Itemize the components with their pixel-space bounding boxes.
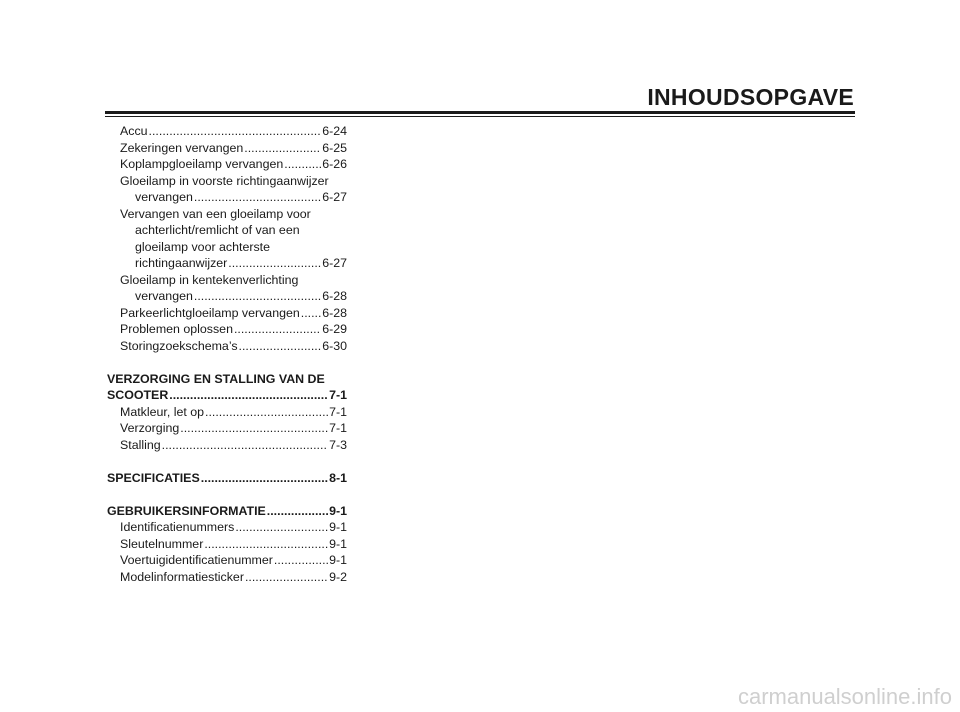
toc-leader [274, 552, 328, 569]
toc-page-number: 7-1 [329, 404, 347, 419]
toc-entry-matkleur[interactable] [107, 404, 347, 421]
toc-leader [235, 519, 328, 536]
toc-label: Stalling [120, 437, 161, 452]
toc-entry-kenteken[interactable] [107, 288, 347, 305]
toc-entry-identificatie[interactable] [107, 519, 347, 536]
toc-spacer [107, 486, 347, 503]
toc-leader [204, 536, 328, 553]
toc-leader [201, 470, 328, 487]
toc-entry-storing[interactable] [107, 338, 347, 355]
toc-entry-accu[interactable] [107, 123, 347, 140]
watermark: carmanualsonline.info [737, 684, 952, 709]
toc-entry-richting[interactable] [107, 189, 347, 206]
toc-label: Sleutelnummer [120, 536, 204, 551]
toc-label: vervangen [135, 289, 193, 303]
toc-page-number: 9-1 [329, 536, 347, 551]
toc-label: vervangen [135, 190, 193, 204]
toc-entry-richting-line[interactable]: Gloeilamp in voorste richtingaanwijzer [120, 173, 329, 188]
toc-leader [239, 338, 322, 355]
toc-label: richtingaanwijzer [135, 256, 228, 270]
toc-section-specificaties[interactable] [107, 470, 347, 487]
header-rule [105, 111, 855, 114]
toc-leader [244, 140, 321, 157]
toc-leader [301, 305, 321, 322]
toc-leader [194, 189, 321, 206]
toc-page-number: 7-3 [329, 437, 347, 452]
toc-label: Problemen oplossen [120, 322, 233, 336]
toc-label: Voertuigidentificatienummer [120, 553, 273, 567]
toc-leader [194, 288, 321, 305]
toc-entry-achter-line3[interactable]: gloeilamp voor achterste [135, 239, 270, 254]
toc-label: Identificatienummers [120, 520, 235, 534]
toc-spacer [107, 453, 347, 470]
toc-entry-model[interactable] [107, 569, 347, 586]
toc-page-number: 9-1 [329, 503, 347, 518]
toc-leader [228, 255, 321, 272]
toc-leader [234, 321, 321, 338]
toc-page-number: 6-28 [322, 289, 347, 303]
toc-page-number: 6-30 [322, 338, 347, 353]
toc-entry-achter[interactable] [107, 255, 347, 272]
toc-page-number: 9-1 [329, 553, 347, 567]
toc-label: Modelinformatiesticker [120, 569, 244, 584]
toc-leader [205, 404, 328, 421]
toc-entry-problemen[interactable] [107, 321, 347, 338]
toc-section-gebruikers[interactable] [107, 503, 347, 520]
toc-entry-zekeringen[interactable] [107, 140, 347, 157]
toc-label: Storingzoekschema’s [120, 338, 238, 353]
toc-label: Parkeerlichtgloeilamp vervangen [120, 305, 300, 320]
toc-label: GEBRUIKERSINFORMATIE [107, 503, 266, 518]
toc-section-verzorging-line[interactable]: VERZORGING EN STALLING VAN DE [107, 371, 325, 386]
toc-entry-koplamp[interactable] [107, 156, 347, 173]
toc-leader [267, 503, 328, 520]
toc-label: Zekeringen vervangen [120, 140, 244, 155]
toc-label: Verzorging [120, 421, 180, 435]
toc-label: Koplampgloeilamp vervangen [120, 157, 284, 171]
header-rule-thin [105, 116, 855, 117]
toc-entry-stalling[interactable] [107, 437, 347, 454]
toc-leader [180, 420, 328, 437]
toc-page-number: 7-1 [329, 421, 347, 435]
toc-entry-achter-line1[interactable]: Vervangen van een gloeilamp voor [120, 206, 311, 221]
toc-entry-verzorging[interactable] [107, 420, 347, 437]
toc-spacer [107, 354, 347, 371]
toc-page-number: 6-25 [322, 140, 347, 155]
toc-entry-kenteken-line[interactable]: Gloeilamp in kentekenverlichting [120, 272, 299, 287]
toc-section-verzorging[interactable] [107, 387, 347, 404]
toc-page-number: 6-27 [322, 256, 347, 270]
toc-page-number: 8-1 [329, 470, 347, 485]
toc-label: SCOOTER [107, 388, 169, 402]
toc-page-number: 9-1 [329, 520, 347, 534]
toc-entry-parkeer[interactable] [107, 305, 347, 322]
toc-leader [162, 437, 328, 454]
toc-leader [284, 156, 321, 173]
toc-leader [245, 569, 328, 586]
toc-page-number: 6-24 [322, 124, 347, 138]
toc-page-number: 6-26 [322, 157, 347, 171]
toc-leader [149, 123, 322, 140]
toc-label: Accu [120, 124, 148, 138]
page-title: INHOUDSOPGAVE [647, 84, 854, 110]
toc-page-number: 6-27 [322, 190, 347, 204]
toc-page-number: 6-29 [322, 322, 347, 336]
toc-page-number: 7-1 [329, 388, 347, 402]
toc-label: SPECIFICATIES [107, 470, 200, 485]
toc-entry-achter-line2[interactable]: achterlicht/remlicht of van een [135, 223, 300, 237]
toc-entry-voertuig[interactable] [107, 552, 347, 569]
toc-label: Matkleur, let op [120, 404, 205, 419]
toc-entry-sleutel[interactable] [107, 536, 347, 553]
table-of-contents [107, 123, 347, 585]
toc-page-number: 9-2 [329, 569, 347, 584]
toc-leader [169, 387, 328, 404]
toc-page-number: 6-28 [322, 305, 347, 320]
